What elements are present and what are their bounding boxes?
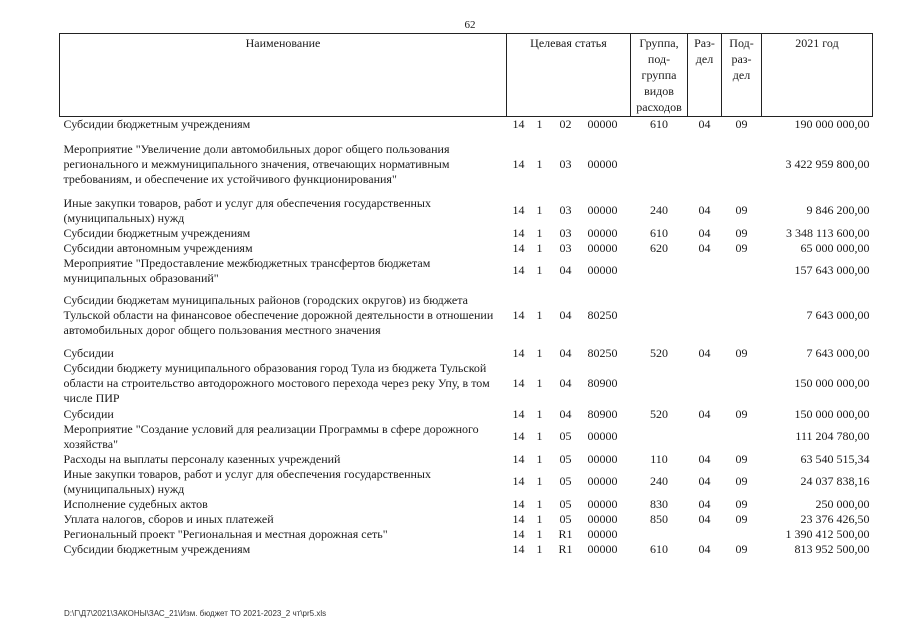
row-target-article xyxy=(507,226,631,241)
table-row xyxy=(60,407,873,422)
row-name: Иные закупки товаров, работ и услуг для обеспечения государственных (муниципальных) нужд xyxy=(63,195,431,225)
row-amount: 111 204 780,00 xyxy=(795,429,870,443)
row-amount: 190 000 000,00 xyxy=(794,117,870,132)
row-target-article xyxy=(507,422,631,452)
row-expense-group: 240 xyxy=(650,203,668,217)
table-row xyxy=(60,133,873,196)
row-name: Субсидии xyxy=(63,345,114,360)
page-number: 62 xyxy=(464,19,476,31)
target-program-code: 14 xyxy=(512,376,525,390)
target-direction-code: 80900 xyxy=(587,376,618,390)
row-target-article xyxy=(507,407,631,422)
target-direction-code: 00000 xyxy=(587,511,618,526)
table-row xyxy=(60,542,873,557)
target-event-code: 04 xyxy=(559,308,572,322)
target-direction-code: 00000 xyxy=(587,240,618,255)
row-expense-group xyxy=(631,256,688,286)
row-target-article xyxy=(507,542,631,557)
table-row xyxy=(60,361,873,407)
target-program-code: 14 xyxy=(512,203,525,217)
row-expense-group: 610 xyxy=(650,117,668,132)
target-direction-code: 00000 xyxy=(587,474,618,488)
target-program-code: 14 xyxy=(512,308,525,322)
row-section: 04 xyxy=(698,203,711,217)
row-section: 04 xyxy=(698,240,711,255)
row-amount: 250 000,00 xyxy=(815,496,870,511)
row-section xyxy=(688,133,722,196)
target-subprogram-code: 1 xyxy=(536,240,543,255)
row-amount: 9 846 200,00 xyxy=(806,203,870,217)
row-target-article xyxy=(507,133,631,196)
row-expense-group: 240 xyxy=(650,474,668,488)
target-event-code: 04 xyxy=(559,376,572,390)
table-row xyxy=(60,286,873,346)
row-target-article xyxy=(507,256,631,286)
target-direction-code: 00000 xyxy=(587,526,618,541)
target-direction-code: 00000 xyxy=(587,156,618,171)
header-year: 2021 год xyxy=(762,34,873,117)
table-row xyxy=(60,196,873,226)
row-section: 04 xyxy=(698,225,711,240)
row-section: 04 xyxy=(698,406,711,421)
row-section: 04 xyxy=(698,451,711,466)
table-row xyxy=(60,346,873,361)
row-expense-group: 110 xyxy=(650,451,668,466)
target-program-code: 14 xyxy=(512,345,525,360)
row-amount: 150 000 000,00 xyxy=(794,376,870,390)
row-amount: 813 952 500,00 xyxy=(794,541,870,556)
row-expense-group: 610 xyxy=(650,541,668,556)
target-event-code: 05 xyxy=(559,451,572,466)
row-section: 04 xyxy=(698,511,711,526)
row-expense-group: 520 xyxy=(650,406,668,421)
row-amount: 23 376 426,50 xyxy=(800,511,870,526)
row-name: Субсидии бюджетам муниципальных районов (городских округов) из бюджета Тульской области на финансовое обеспечение дорожной деятельности в отношении автомобильных дорог общего пользования местного значения xyxy=(63,293,494,337)
row-target-article xyxy=(507,452,631,467)
table-row xyxy=(60,512,873,527)
target-event-code: 05 xyxy=(559,511,572,526)
row-name: Субсидии xyxy=(63,406,114,421)
target-program-code: 14 xyxy=(512,156,525,171)
target-subprogram-code: 1 xyxy=(536,429,543,443)
target-direction-code: 00000 xyxy=(587,451,618,466)
target-program-code: 14 xyxy=(512,225,525,240)
row-amount: 24 037 838,16 xyxy=(800,474,870,488)
table-row xyxy=(60,241,873,256)
row-name: Субсидии автономным учреждениям xyxy=(63,240,253,255)
target-event-code: R1 xyxy=(558,541,573,556)
header-name: Наименование xyxy=(60,34,507,117)
row-target-article xyxy=(507,346,631,361)
row-name: Уплата налогов, сборов и иных платежей xyxy=(63,511,274,526)
target-subprogram-code: 1 xyxy=(536,156,543,171)
row-name: Иные закупки товаров, работ и услуг для обеспечения государственных (муниципальных) нужд xyxy=(63,466,431,496)
target-event-code: 05 xyxy=(559,474,572,488)
row-amount: 1 390 412 500,00 xyxy=(785,526,870,541)
row-target-article xyxy=(507,467,631,497)
target-subprogram-code: 1 xyxy=(536,345,543,360)
target-subprogram-code: 1 xyxy=(536,117,543,132)
table-row xyxy=(60,256,873,286)
row-section: 04 xyxy=(698,496,711,511)
target-direction-code: 00000 xyxy=(587,263,618,277)
row-amount: 3 348 113 600,00 xyxy=(785,225,870,240)
row-target-article xyxy=(507,196,631,226)
target-direction-code: 80250 xyxy=(587,345,618,360)
target-subprogram-code: 1 xyxy=(536,526,543,541)
row-subsection xyxy=(722,361,762,407)
row-target-article xyxy=(507,361,631,407)
row-name: Мероприятие "Предоставление межбюджетных трансфертов бюджетам муниципальных образований" xyxy=(63,255,431,285)
target-event-code: 02 xyxy=(559,117,572,132)
target-program-code: 14 xyxy=(512,429,525,443)
row-subsection: 09 xyxy=(735,496,748,511)
target-program-code: 14 xyxy=(512,511,525,526)
row-expense-group xyxy=(631,133,688,196)
row-expense-group xyxy=(631,527,688,542)
row-name: Мероприятие "Создание условий для реализации Программы в сфере дорожного хозяйства" xyxy=(63,421,479,451)
row-expense-group xyxy=(631,286,688,346)
target-subprogram-code: 1 xyxy=(536,511,543,526)
table-row xyxy=(60,226,873,241)
target-direction-code: 00000 xyxy=(587,225,618,240)
row-target-article xyxy=(507,117,631,133)
target-event-code: 03 xyxy=(559,240,572,255)
target-event-code: R1 xyxy=(558,526,573,541)
row-section: 04 xyxy=(698,345,711,360)
header-target-article: Целевая статья xyxy=(507,34,631,117)
row-expense-group: 610 xyxy=(650,225,668,240)
table-row xyxy=(60,497,873,512)
target-program-code: 14 xyxy=(512,263,525,277)
row-name: Расходы на выплаты персоналу казенных учреждений xyxy=(63,451,341,466)
target-subprogram-code: 1 xyxy=(536,406,543,421)
table-row xyxy=(60,467,873,497)
target-event-code: 03 xyxy=(559,156,572,171)
row-name: Субсидии бюджетным учреждениям xyxy=(63,225,251,240)
row-expense-group: 520 xyxy=(650,345,668,360)
target-subprogram-code: 1 xyxy=(536,225,543,240)
row-name: Мероприятие "Увеличение доли автомобильных дорог общего пользования регионального и межмуниципального значения, отвечающих нормативным требованиям, и обеспечение их устойчивого функционирования" xyxy=(63,141,450,186)
table-body xyxy=(60,117,873,557)
row-name: Субсидии бюджету муниципального образования город Тула из бюджета Тульской области на строительство автодорожного мостового перехода через реку Упу, в том числе ПИР xyxy=(63,361,490,405)
target-event-code: 03 xyxy=(559,203,572,217)
row-target-article xyxy=(507,241,631,256)
row-subsection xyxy=(722,286,762,346)
row-section: 04 xyxy=(698,117,711,132)
row-expense-group: 830 xyxy=(650,496,668,511)
target-event-code: 05 xyxy=(559,429,572,443)
target-subprogram-code: 1 xyxy=(536,376,543,390)
row-subsection: 09 xyxy=(735,203,748,217)
target-event-code: 05 xyxy=(559,496,572,511)
row-subsection: 09 xyxy=(735,474,748,488)
row-expense-group xyxy=(631,361,688,407)
row-amount: 150 000 000,00 xyxy=(794,406,870,421)
header-expense-group: Группа, под-группа видов расходов xyxy=(631,34,688,117)
target-event-code: 04 xyxy=(559,406,572,421)
target-direction-code: 00000 xyxy=(587,541,618,556)
target-direction-code: 00000 xyxy=(587,203,618,217)
footer-file-path: D:\Г\Д7\2021\ЗАКОНЫ\ЗАС_21\Изм. бюджет ТО 2021-2023_2 чт\pr5.xls xyxy=(64,609,327,618)
table-row xyxy=(60,452,873,467)
row-amount: 7 643 000,00 xyxy=(806,308,870,322)
target-direction-code: 80250 xyxy=(587,308,618,322)
row-subsection xyxy=(722,133,762,196)
target-program-code: 14 xyxy=(512,406,525,421)
table-row xyxy=(60,117,873,133)
row-expense-group xyxy=(631,422,688,452)
row-section xyxy=(688,527,722,542)
target-program-code: 14 xyxy=(512,474,525,488)
row-name: Субсидии бюджетным учреждениям xyxy=(63,117,251,132)
target-direction-code: 80900 xyxy=(587,406,618,421)
target-subprogram-code: 1 xyxy=(536,496,543,511)
row-expense-group: 620 xyxy=(650,240,668,255)
row-subsection: 09 xyxy=(735,117,748,132)
row-target-article xyxy=(507,286,631,346)
target-direction-code: 00000 xyxy=(587,117,618,132)
row-subsection xyxy=(722,256,762,286)
row-section xyxy=(688,286,722,346)
target-subprogram-code: 1 xyxy=(536,541,543,556)
row-amount: 3 422 959 800,00 xyxy=(785,156,870,171)
row-subsection: 09 xyxy=(735,345,748,360)
row-subsection: 09 xyxy=(735,225,748,240)
target-subprogram-code: 1 xyxy=(536,474,543,488)
row-subsection: 09 xyxy=(735,451,748,466)
target-program-code: 14 xyxy=(512,496,525,511)
target-subprogram-code: 1 xyxy=(536,451,543,466)
row-amount: 157 643 000,00 xyxy=(794,263,870,277)
row-amount: 65 000 000,00 xyxy=(800,240,870,255)
target-program-code: 14 xyxy=(512,117,525,132)
row-target-article xyxy=(507,497,631,512)
row-section: 04 xyxy=(698,541,711,556)
target-direction-code: 00000 xyxy=(587,496,618,511)
row-subsection: 09 xyxy=(735,240,748,255)
row-amount: 63 540 515,34 xyxy=(800,451,870,466)
row-subsection xyxy=(722,527,762,542)
target-subprogram-code: 1 xyxy=(536,203,543,217)
budget-table xyxy=(59,33,873,557)
table-row xyxy=(60,527,873,542)
target-program-code: 14 xyxy=(512,541,525,556)
row-amount: 7 643 000,00 xyxy=(806,345,870,360)
row-section: 04 xyxy=(698,474,711,488)
row-target-article xyxy=(507,512,631,527)
row-section xyxy=(688,361,722,407)
row-name: Субсидии бюджетным учреждениям xyxy=(63,541,251,556)
row-expense-group: 850 xyxy=(650,511,668,526)
row-name: Региональный проект "Региональная и местная дорожная сеть" xyxy=(63,526,388,541)
target-program-code: 14 xyxy=(512,451,525,466)
row-subsection: 09 xyxy=(735,541,748,556)
row-subsection xyxy=(722,422,762,452)
row-section xyxy=(688,256,722,286)
target-program-code: 14 xyxy=(512,526,525,541)
target-event-code: 04 xyxy=(559,263,572,277)
header-section: Раз-дел xyxy=(688,34,722,117)
row-subsection: 09 xyxy=(735,406,748,421)
target-subprogram-code: 1 xyxy=(536,263,543,277)
table-row xyxy=(60,422,873,452)
row-section xyxy=(688,422,722,452)
row-target-article xyxy=(507,527,631,542)
header-subsection: Под-раз-дел xyxy=(722,34,762,117)
table-header xyxy=(60,34,873,117)
target-subprogram-code: 1 xyxy=(536,308,543,322)
row-subsection: 09 xyxy=(735,511,748,526)
target-event-code: 03 xyxy=(559,225,572,240)
row-name: Исполнение судебных актов xyxy=(63,496,208,511)
target-program-code: 14 xyxy=(512,240,525,255)
target-event-code: 04 xyxy=(559,345,572,360)
target-direction-code: 00000 xyxy=(587,429,618,443)
